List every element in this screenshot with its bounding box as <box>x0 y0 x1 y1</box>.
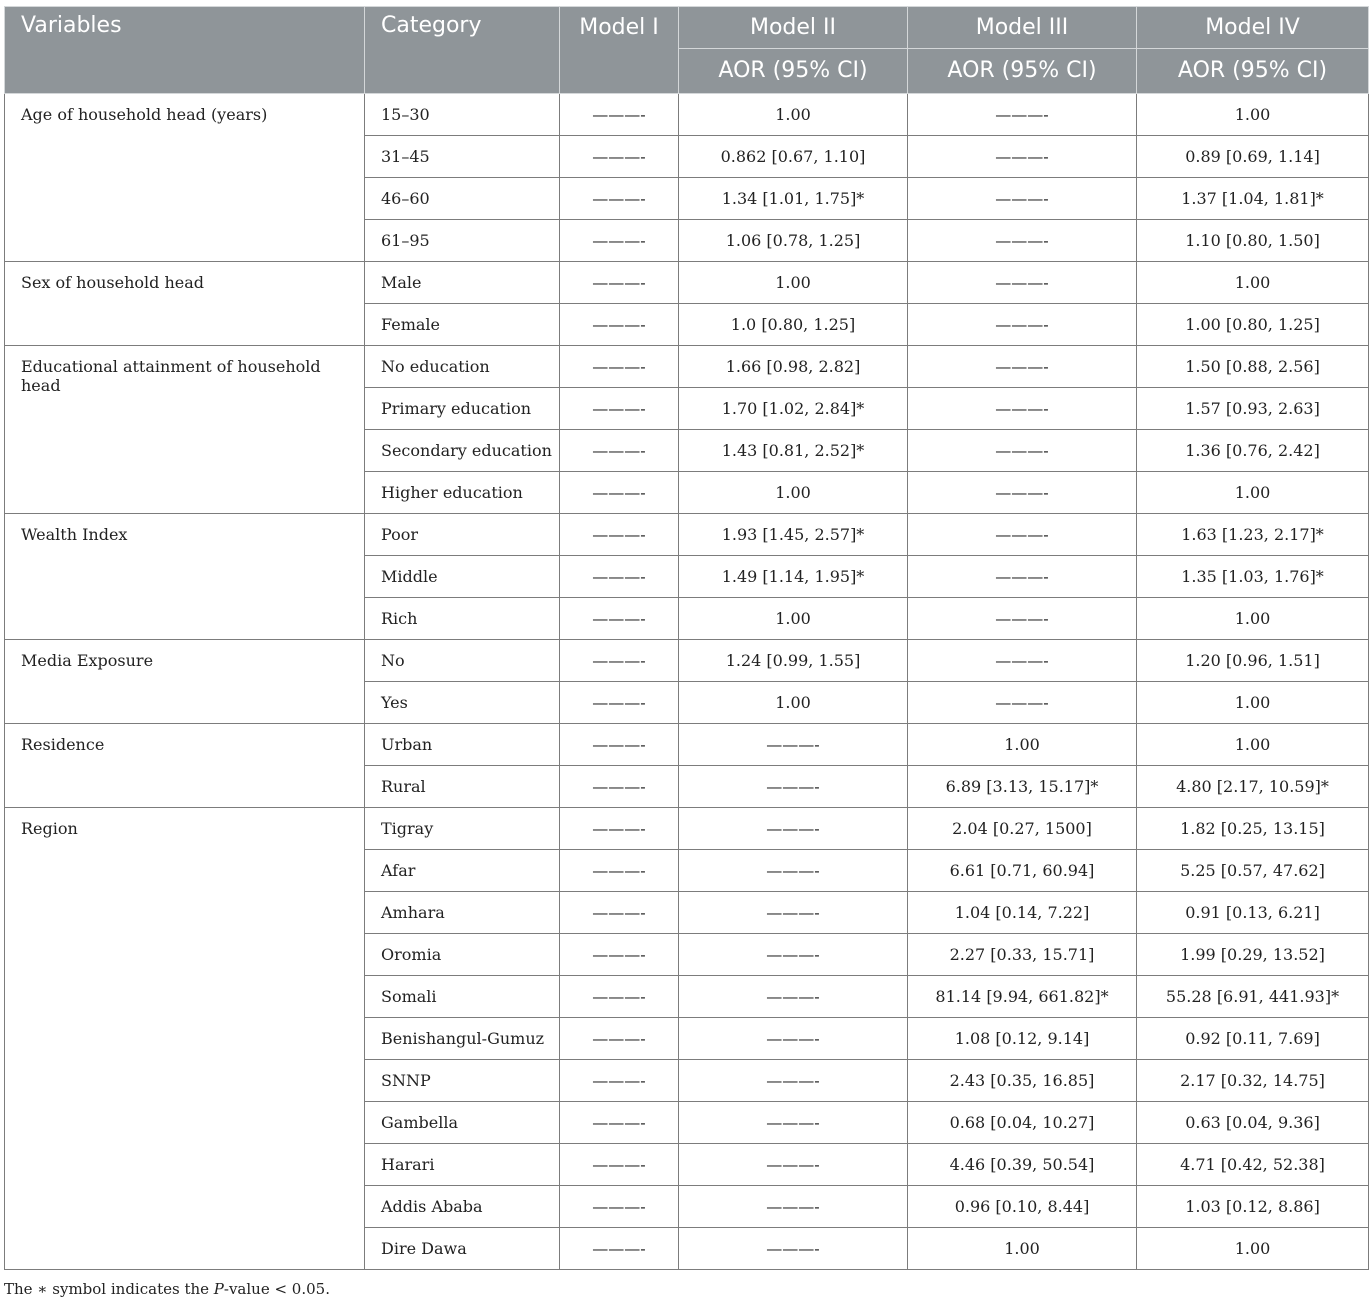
model-3-cell: ———- <box>908 682 1137 724</box>
model-3-cell: 0.68 [0.04, 10.27] <box>908 1102 1137 1144</box>
model-3-cell: 6.61 [0.71, 60.94] <box>908 850 1137 892</box>
variable-cell: Sex of household head <box>5 262 365 346</box>
model-2-cell: 1.66 [0.98, 2.82] <box>679 346 908 388</box>
category-cell: Primary education <box>365 388 560 430</box>
model-1-cell: ———- <box>560 262 679 304</box>
model-2-cell: 1.0 [0.80, 1.25] <box>679 304 908 346</box>
model-3-cell: 2.43 [0.35, 16.85] <box>908 1060 1137 1102</box>
results-table-container <box>4 6 1368 1270</box>
category-cell: No <box>365 640 560 682</box>
model-1-cell: ———- <box>560 1060 679 1102</box>
model-3-cell: 4.46 [0.39, 50.54] <box>908 1144 1137 1186</box>
category-cell: Higher education <box>365 472 560 514</box>
header-model-2: Model II <box>679 7 908 49</box>
category-cell: Rural <box>365 766 560 808</box>
model-4-cell: 1.36 [0.76, 2.42] <box>1137 430 1369 472</box>
model-3-cell: ———- <box>908 430 1137 472</box>
model-1-cell: ———- <box>560 388 679 430</box>
model-4-cell: 5.25 [0.57, 47.62] <box>1137 850 1369 892</box>
category-cell: Gambella <box>365 1102 560 1144</box>
footnote-text-2: -value < 0.05. <box>223 1280 330 1298</box>
model-4-cell: 1.20 [0.96, 1.51] <box>1137 640 1369 682</box>
model-3-cell: ———- <box>908 388 1137 430</box>
model-1-cell: ———- <box>560 934 679 976</box>
table-row <box>5 514 1369 556</box>
model-4-cell: 0.91 [0.13, 6.21] <box>1137 892 1369 934</box>
header-model-4: Model IV <box>1137 7 1369 49</box>
model-1-cell: ———- <box>560 1102 679 1144</box>
model-2-cell: ———- <box>679 892 908 934</box>
category-cell: Harari <box>365 1144 560 1186</box>
model-2-cell: ———- <box>679 1144 908 1186</box>
model-4-cell: 1.82 [0.25, 13.15] <box>1137 808 1369 850</box>
model-3-cell: ———- <box>908 178 1137 220</box>
model-1-cell: ———- <box>560 304 679 346</box>
category-cell: Female <box>365 304 560 346</box>
header-model-3: Model III <box>908 7 1137 49</box>
table-row <box>5 808 1369 850</box>
model-2-cell: ———- <box>679 1186 908 1228</box>
category-cell: Middle <box>365 556 560 598</box>
model-3-cell: ———- <box>908 514 1137 556</box>
model-4-cell: 0.89 [0.69, 1.14] <box>1137 136 1369 178</box>
model-1-cell: ———- <box>560 892 679 934</box>
model-1-cell: ———- <box>560 766 679 808</box>
model-1-cell: ———- <box>560 556 679 598</box>
model-3-cell: 2.04 [0.27, 1500] <box>908 808 1137 850</box>
footnote-text-1: The ∗ symbol indicates the <box>4 1280 214 1298</box>
model-2-cell: 1.00 <box>679 94 908 136</box>
model-1-cell: ———- <box>560 640 679 682</box>
model-3-cell: 1.00 <box>908 724 1137 766</box>
model-1-cell: ———- <box>560 598 679 640</box>
model-2-cell: 1.34 [1.01, 1.75]* <box>679 178 908 220</box>
model-1-cell: ———- <box>560 1144 679 1186</box>
table-body <box>5 94 1369 1270</box>
model-4-cell: 4.71 [0.42, 52.38] <box>1137 1144 1369 1186</box>
model-1-cell: ———- <box>560 220 679 262</box>
model-1-cell: ———- <box>560 178 679 220</box>
model-1-cell: ———- <box>560 808 679 850</box>
model-4-cell: 1.00 <box>1137 724 1369 766</box>
category-cell: 61–95 <box>365 220 560 262</box>
model-1-cell: ———- <box>560 514 679 556</box>
model-4-cell: 1.00 <box>1137 1228 1369 1270</box>
header-model-3-sub: AOR (95% CI) <box>908 49 1137 94</box>
table-row <box>5 640 1369 682</box>
model-2-cell: 1.06 [0.78, 1.25] <box>679 220 908 262</box>
model-1-cell: ———- <box>560 346 679 388</box>
footnote-p: P <box>213 1280 224 1298</box>
table-row <box>5 262 1369 304</box>
model-3-cell: ———- <box>908 640 1137 682</box>
model-1-cell: ———- <box>560 136 679 178</box>
model-2-cell: 0.862 [0.67, 1.10] <box>679 136 908 178</box>
results-table <box>4 6 1369 1270</box>
category-cell: Urban <box>365 724 560 766</box>
model-2-cell: 1.00 <box>679 682 908 724</box>
model-1-cell: ———- <box>560 724 679 766</box>
model-2-cell: ———- <box>679 1018 908 1060</box>
model-3-cell: ———- <box>908 304 1137 346</box>
model-1-cell: ———- <box>560 850 679 892</box>
table-row <box>5 346 1369 388</box>
model-4-cell: 1.37 [1.04, 1.81]* <box>1137 178 1369 220</box>
model-4-cell: 1.10 [0.80, 1.50] <box>1137 220 1369 262</box>
model-2-cell: ———- <box>679 1102 908 1144</box>
model-2-cell: ———- <box>679 850 908 892</box>
model-2-cell: ———- <box>679 934 908 976</box>
header-model-4-sub: AOR (95% CI) <box>1137 49 1369 94</box>
variable-cell: Media Exposure <box>5 640 365 724</box>
model-1-cell: ———- <box>560 94 679 136</box>
category-cell: 46–60 <box>365 178 560 220</box>
model-4-cell: 1.00 [0.80, 1.25] <box>1137 304 1369 346</box>
model-4-cell: 1.00 <box>1137 598 1369 640</box>
model-2-cell: ———- <box>679 1060 908 1102</box>
model-4-cell: 1.50 [0.88, 2.56] <box>1137 346 1369 388</box>
model-4-cell: 0.92 [0.11, 7.69] <box>1137 1018 1369 1060</box>
model-1-cell: ———- <box>560 472 679 514</box>
model-2-cell: ———- <box>679 724 908 766</box>
category-cell: Tigray <box>365 808 560 850</box>
model-3-cell: ———- <box>908 472 1137 514</box>
model-1-cell: ———- <box>560 682 679 724</box>
model-3-cell: 0.96 [0.10, 8.44] <box>908 1186 1137 1228</box>
model-1-cell: ———- <box>560 976 679 1018</box>
model-3-cell: 1.08 [0.12, 9.14] <box>908 1018 1137 1060</box>
variable-cell: Educational attainment of household head <box>5 346 365 514</box>
model-2-cell: 1.00 <box>679 262 908 304</box>
model-4-cell: 1.35 [1.03, 1.76]* <box>1137 556 1369 598</box>
category-cell: Dire Dawa <box>365 1228 560 1270</box>
model-2-cell: 1.24 [0.99, 1.55] <box>679 640 908 682</box>
category-cell: Oromia <box>365 934 560 976</box>
model-4-cell: 4.80 [2.17, 10.59]* <box>1137 766 1369 808</box>
model-3-cell: 1.00 <box>908 1228 1137 1270</box>
model-4-cell: 1.00 <box>1137 262 1369 304</box>
model-4-cell: 1.57 [0.93, 2.63] <box>1137 388 1369 430</box>
header-model-2-sub: AOR (95% CI) <box>679 49 908 94</box>
category-cell: Secondary education <box>365 430 560 472</box>
model-2-cell: 1.00 <box>679 598 908 640</box>
category-cell: SNNP <box>365 1060 560 1102</box>
model-2-cell: 1.49 [1.14, 1.95]* <box>679 556 908 598</box>
model-3-cell: 81.14 [9.94, 661.82]* <box>908 976 1137 1018</box>
model-4-cell: 2.17 [0.32, 14.75] <box>1137 1060 1369 1102</box>
model-3-cell: ———- <box>908 262 1137 304</box>
category-cell: 31–45 <box>365 136 560 178</box>
model-3-cell: ———- <box>908 220 1137 262</box>
model-2-cell: 1.93 [1.45, 2.57]* <box>679 514 908 556</box>
table-row <box>5 94 1369 136</box>
model-4-cell: 1.99 [0.29, 13.52] <box>1137 934 1369 976</box>
model-2-cell: 1.70 [1.02, 2.84]* <box>679 388 908 430</box>
model-2-cell: ———- <box>679 1228 908 1270</box>
model-2-cell: ———- <box>679 766 908 808</box>
category-cell: Yes <box>365 682 560 724</box>
category-cell: Afar <box>365 850 560 892</box>
model-1-cell: ———- <box>560 1018 679 1060</box>
model-4-cell: 1.00 <box>1137 94 1369 136</box>
model-1-cell: ———- <box>560 1186 679 1228</box>
model-3-cell: 6.89 [3.13, 15.17]* <box>908 766 1137 808</box>
model-3-cell: ———- <box>908 94 1137 136</box>
model-4-cell: 1.00 <box>1137 472 1369 514</box>
model-1-cell: ———- <box>560 1228 679 1270</box>
category-cell: 15–30 <box>365 94 560 136</box>
model-3-cell: ———- <box>908 598 1137 640</box>
model-4-cell: 55.28 [6.91, 441.93]* <box>1137 976 1369 1018</box>
model-2-cell: ———- <box>679 808 908 850</box>
model-1-cell: ———- <box>560 430 679 472</box>
model-3-cell: 1.04 [0.14, 7.22] <box>908 892 1137 934</box>
category-cell: Rich <box>365 598 560 640</box>
category-cell: Male <box>365 262 560 304</box>
model-2-cell: ———- <box>679 976 908 1018</box>
table-row <box>5 724 1369 766</box>
variable-cell: Residence <box>5 724 365 808</box>
model-2-cell: 1.00 <box>679 472 908 514</box>
category-cell: Addis Ababa <box>365 1186 560 1228</box>
header-variables: Variables <box>5 7 365 94</box>
model-3-cell: ———- <box>908 556 1137 598</box>
variable-cell: Age of household head (years) <box>5 94 365 262</box>
model-3-cell: ———- <box>908 346 1137 388</box>
header-model-1: Model I <box>560 7 679 94</box>
variable-cell: Wealth Index <box>5 514 365 640</box>
model-4-cell: 0.63 [0.04, 9.36] <box>1137 1102 1369 1144</box>
header-category: Category <box>365 7 560 94</box>
model-3-cell: ———- <box>908 136 1137 178</box>
model-4-cell: 1.63 [1.23, 2.17]* <box>1137 514 1369 556</box>
table-header <box>5 7 1369 94</box>
model-2-cell: 1.43 [0.81, 2.52]* <box>679 430 908 472</box>
category-cell: Benishangul-Gumuz <box>365 1018 560 1060</box>
model-4-cell: 1.03 [0.12, 8.86] <box>1137 1186 1369 1228</box>
category-cell: No education <box>365 346 560 388</box>
category-cell: Poor <box>365 514 560 556</box>
model-4-cell: 1.00 <box>1137 682 1369 724</box>
category-cell: Amhara <box>365 892 560 934</box>
variable-cell: Region <box>5 808 365 1270</box>
table-footnote <box>4 1280 330 1298</box>
category-cell: Somali <box>365 976 560 1018</box>
model-3-cell: 2.27 [0.33, 15.71] <box>908 934 1137 976</box>
